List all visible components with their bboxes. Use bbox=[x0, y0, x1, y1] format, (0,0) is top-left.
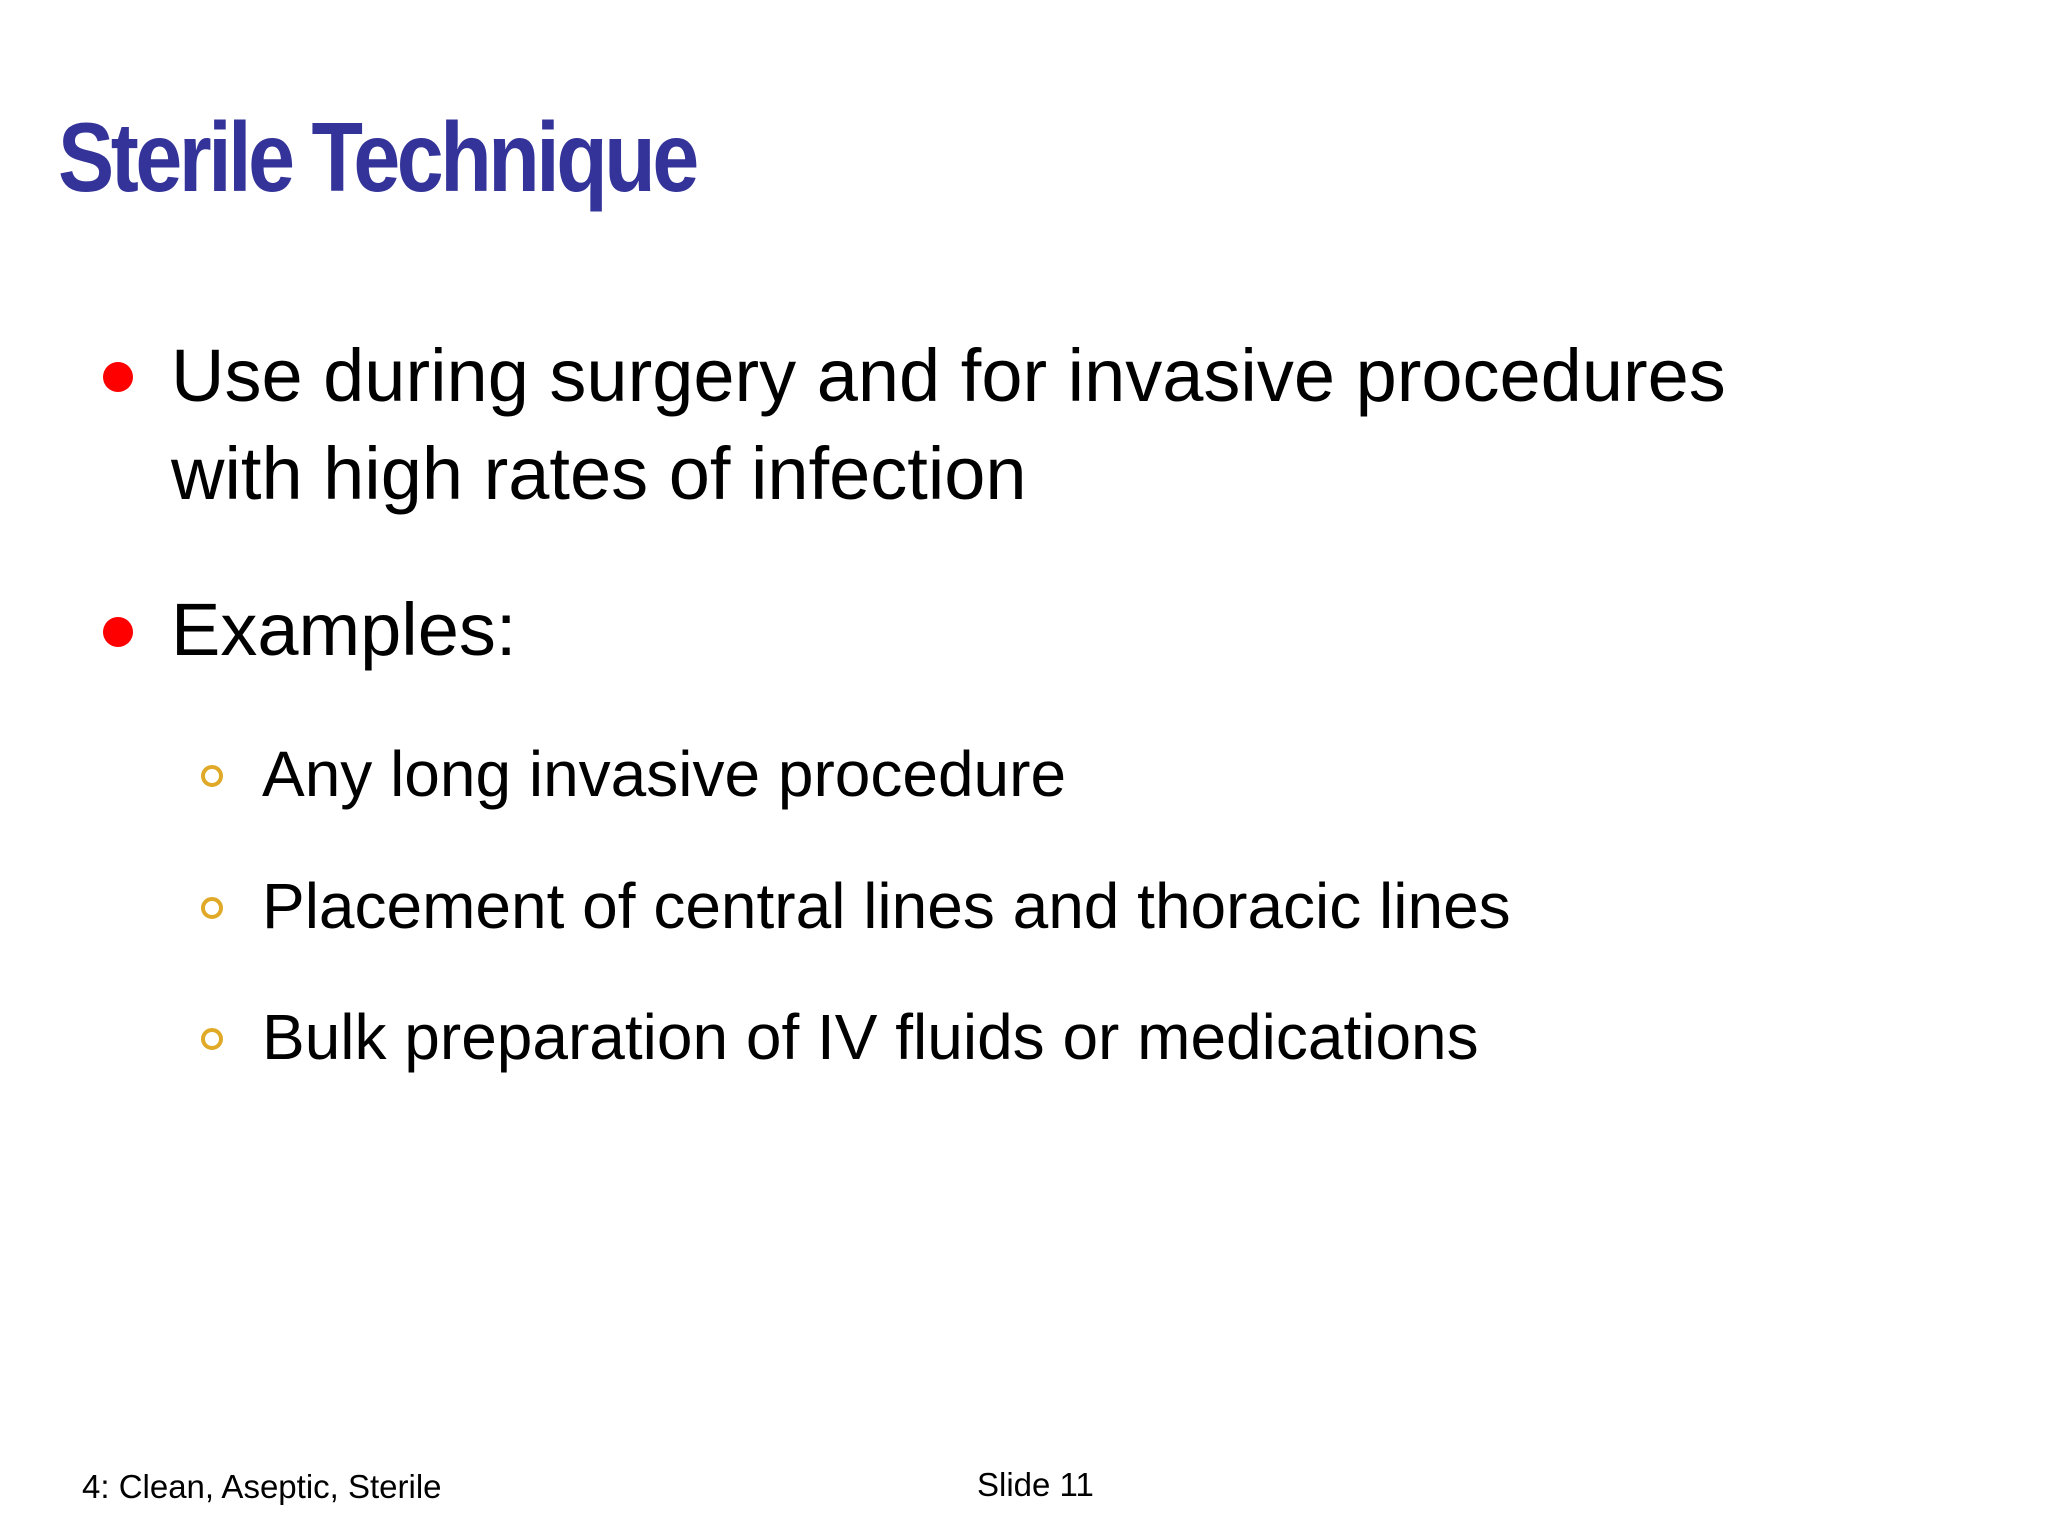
sub-bullet-ring-icon bbox=[201, 897, 223, 919]
sub-bullet-ring-icon bbox=[201, 1028, 223, 1050]
bullet-text: Use during surgery and for invasive procedures bbox=[171, 334, 1726, 417]
sub-bullet-text: Placement of central lines and thoracic lines bbox=[262, 870, 1511, 942]
sub-bullet-ring-icon bbox=[201, 765, 223, 787]
footer-section-label: 4: Clean, Aseptic, Sterile bbox=[82, 1468, 442, 1505]
bullet-text: Examples: bbox=[171, 588, 517, 671]
slide-title: Sterile Technique bbox=[58, 102, 696, 212]
footer-slide-number: Slide 11 bbox=[977, 1466, 1094, 1503]
bullet-dot-icon bbox=[103, 362, 133, 392]
sub-bullet-text: Any long invasive procedure bbox=[262, 738, 1067, 810]
sub-bullet-text: Bulk preparation of IV fluids or medications bbox=[262, 1001, 1479, 1073]
bullet-text-continued: with high rates of infection bbox=[171, 432, 1027, 515]
bullet-dot-icon bbox=[103, 617, 133, 647]
